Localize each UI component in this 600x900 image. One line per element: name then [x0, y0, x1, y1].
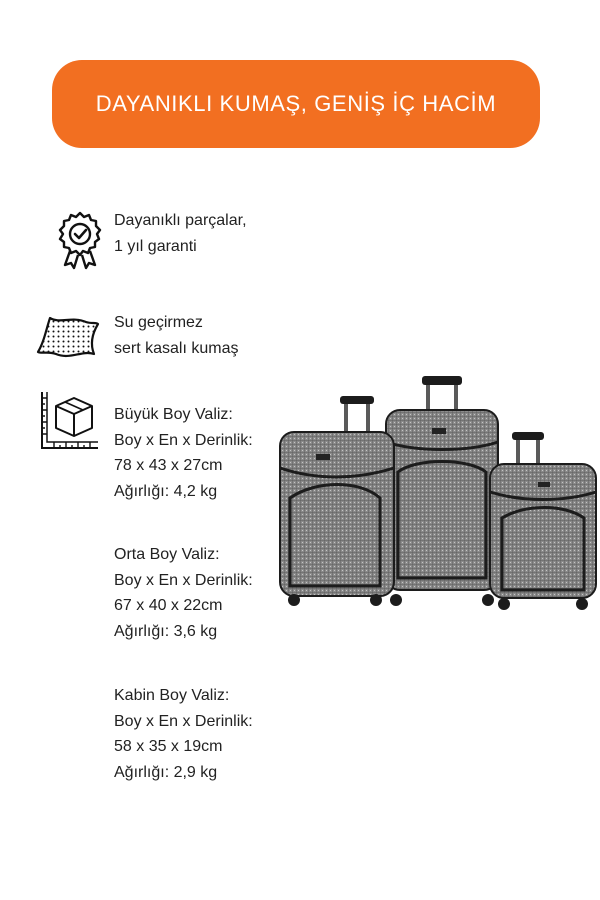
luggage-set-image	[276, 372, 600, 621]
box-dimensions-icon	[38, 390, 100, 457]
headline-text: DAYANIKLI KUMAŞ, GENİŞ İÇ HACİM	[95, 91, 497, 116]
size-block-cabin	[114, 683, 253, 785]
cabin-suitcase	[490, 432, 596, 610]
feature-line: Dayanıklı parçalar,	[114, 212, 247, 229]
feature-line: sert kasalı kumaş	[114, 340, 239, 357]
fabric-swatch-icon	[36, 314, 102, 367]
feature-fabric-text	[114, 310, 238, 362]
size-weight: Ağırlığı: 4,2 kg	[114, 482, 218, 500]
size-block-large	[114, 402, 253, 504]
feature-line: Su geçirmez	[114, 314, 203, 331]
feature-line: 1 yıl garanti	[114, 238, 197, 255]
size-dimension-label: Boy x En x Derinlik:	[114, 571, 253, 589]
size-weight: Ağırlığı: 3,6 kg	[114, 622, 218, 640]
size-name: Kabin Boy Valiz:	[114, 687, 230, 704]
size-dimension-label: Boy x En x Derinlik:	[114, 712, 253, 730]
size-dimension-label: Boy x En x Derinlik:	[114, 431, 253, 449]
award-badge-icon	[58, 210, 102, 275]
feature-warranty-text	[114, 208, 247, 260]
large-suitcase	[386, 376, 498, 606]
size-weight: Ağırlığı: 2,9 kg	[114, 763, 218, 781]
size-measure: 78 x 43 x 27cm	[114, 457, 223, 474]
headline-banner	[52, 60, 540, 148]
size-name: Orta Boy Valiz:	[114, 546, 220, 563]
size-measure: 58 x 35 x 19cm	[114, 738, 223, 755]
size-measure: 67 x 40 x 22cm	[114, 597, 223, 614]
size-name: Büyük Boy Valiz:	[114, 406, 233, 423]
medium-suitcase	[280, 396, 394, 606]
size-block-medium	[114, 542, 253, 644]
